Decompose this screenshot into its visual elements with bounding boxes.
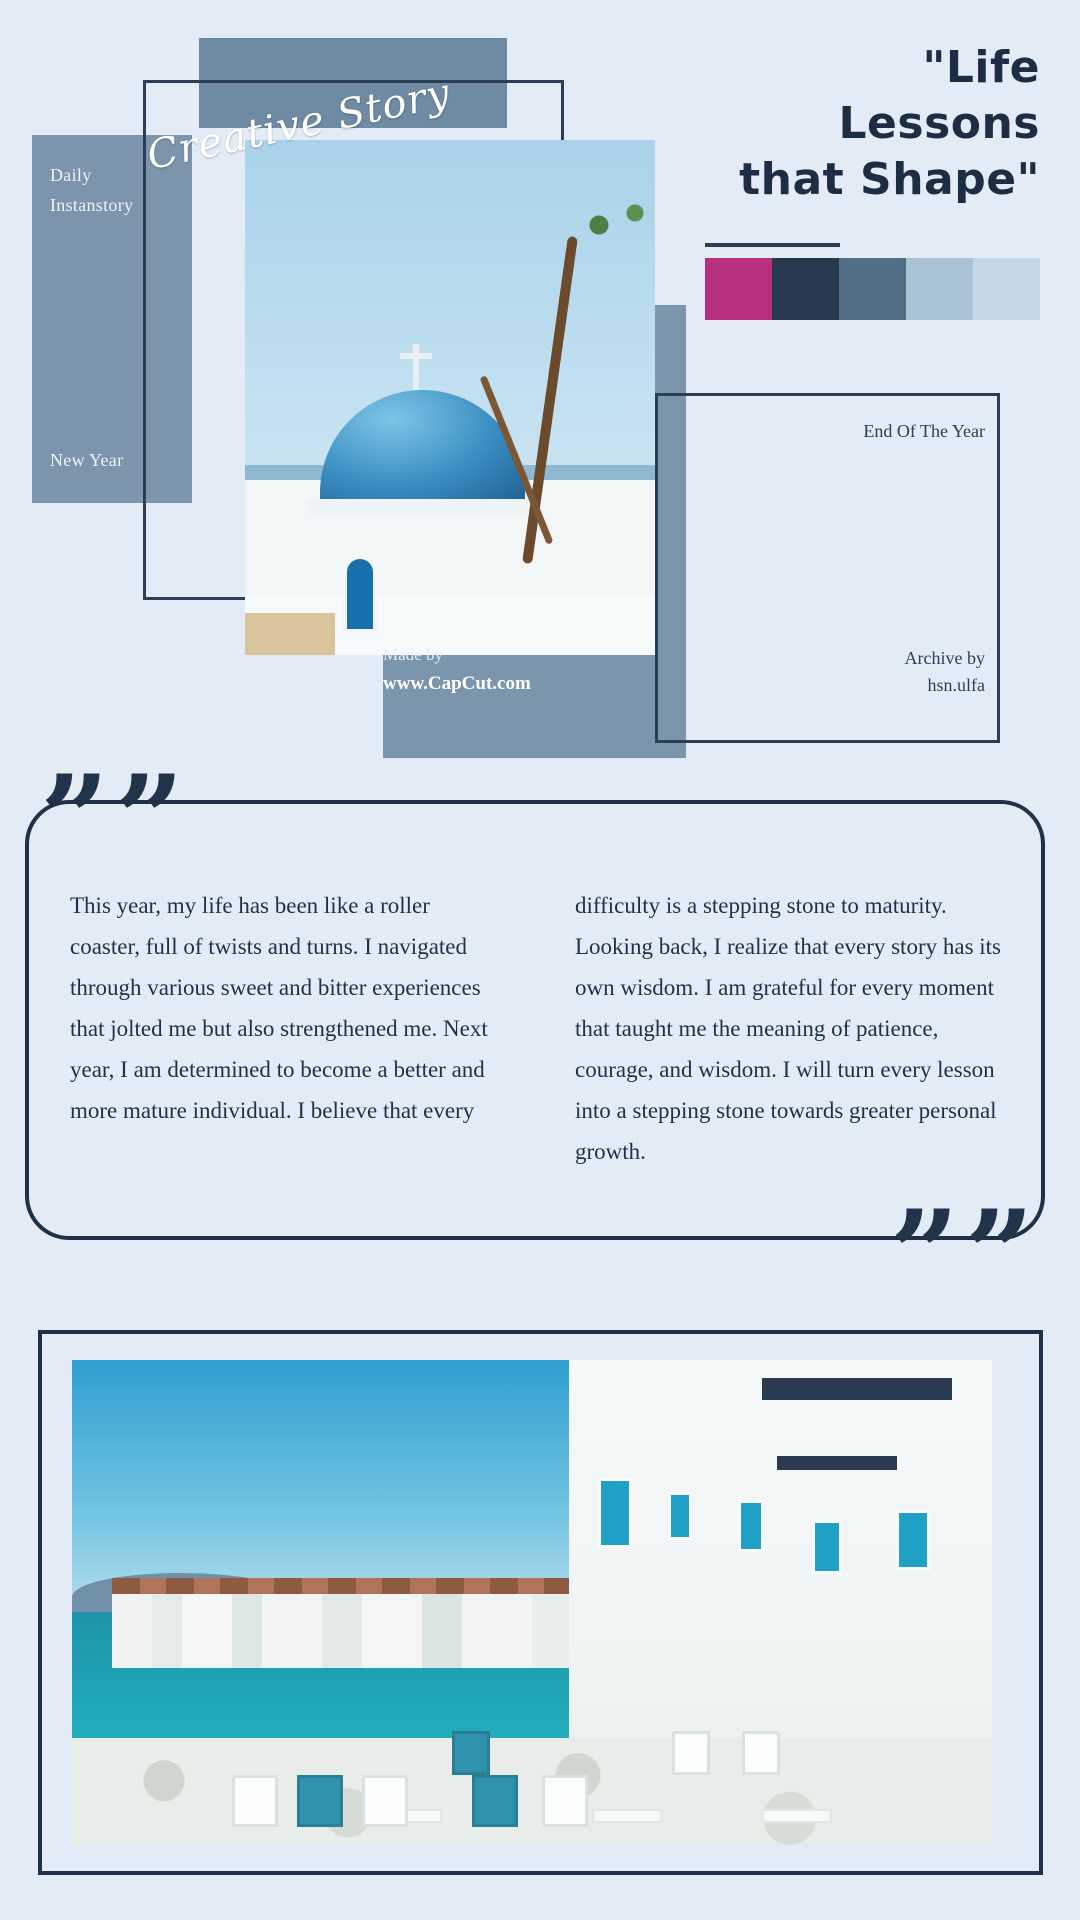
daily-instanstory-label: Daily Instanstory bbox=[50, 165, 134, 215]
awning-1 bbox=[762, 1378, 952, 1400]
archive-block bbox=[825, 645, 985, 699]
creative-story-script: Creative Story bbox=[143, 70, 455, 180]
color-palette bbox=[705, 258, 1040, 320]
bottom-rooftops bbox=[112, 1578, 592, 1594]
headline-line-2: Lessons bbox=[838, 98, 1040, 149]
window-2 bbox=[812, 1520, 842, 1574]
archive-by-value: hsn.ulfa bbox=[927, 675, 985, 695]
close-quote-icon: ”” bbox=[889, 1184, 1040, 1325]
window-4 bbox=[668, 1492, 692, 1540]
made-by-label: Made by bbox=[383, 645, 443, 664]
bottom-paved-ground bbox=[72, 1738, 992, 1845]
swatch-magenta bbox=[705, 258, 772, 320]
cafe-chair-white-3 bbox=[542, 1775, 588, 1827]
window-1 bbox=[896, 1510, 930, 1570]
cafe-table-2 bbox=[592, 1809, 662, 1823]
window-3 bbox=[738, 1500, 764, 1552]
quote-column-right: difficulty is a stepping stone to maturity. Looking back, I realize that every story has its own wisdom. I am grateful for every moment that taught me the meaning of patience, courage, and wisdom. I will turn every lesson into a stepping stone towards greater personal growth. bbox=[575, 893, 1001, 1164]
end-of-the-year-label: End Of The Year bbox=[863, 421, 985, 441]
blue-door bbox=[343, 555, 377, 633]
swatch-slate bbox=[839, 258, 906, 320]
made-by-value[interactable]: www.CapCut.com bbox=[383, 673, 531, 694]
quote-column-left: This year, my life has been like a roller coaster, full of twists and turns. I navigated through various sweet and bitter experiences that jolted me but also strengthened me. Next year, I am determined to become a better and more mature individual. I believe that every bbox=[70, 893, 488, 1123]
cafe-chair-teal-2 bbox=[472, 1775, 518, 1827]
cross-icon bbox=[413, 344, 419, 390]
cafe-chair-white-5 bbox=[742, 1731, 780, 1775]
balcony-door bbox=[598, 1478, 632, 1548]
made-by-block bbox=[383, 645, 686, 705]
swatch-light-blue bbox=[906, 258, 973, 320]
new-year-label: New Year bbox=[50, 450, 124, 470]
swatch-pale-blue bbox=[973, 258, 1040, 320]
swatch-navy bbox=[772, 258, 839, 320]
cafe-table-3 bbox=[762, 1809, 832, 1823]
headline-line-1: "Life bbox=[922, 42, 1040, 93]
cafe-chair-white-2 bbox=[362, 1775, 408, 1827]
quote-section bbox=[0, 749, 1080, 1325]
page-title bbox=[640, 40, 1040, 208]
open-quote-icon: ”” bbox=[40, 749, 191, 890]
mykonos-photo bbox=[72, 1360, 992, 1845]
cafe-chair-white-1 bbox=[232, 1775, 278, 1827]
cafe-chair-white-4 bbox=[672, 1731, 710, 1775]
santorini-photo bbox=[245, 140, 655, 655]
photo-sand bbox=[245, 613, 335, 655]
awning-2 bbox=[777, 1456, 897, 1470]
cafe-chair-teal-1 bbox=[297, 1775, 343, 1827]
top-collage bbox=[0, 0, 1080, 790]
archive-by-label: Archive by bbox=[904, 648, 985, 668]
headline-line-3: that Shape" bbox=[739, 154, 1040, 205]
cafe-chair-teal-3 bbox=[452, 1731, 490, 1775]
headline-divider bbox=[705, 243, 840, 247]
